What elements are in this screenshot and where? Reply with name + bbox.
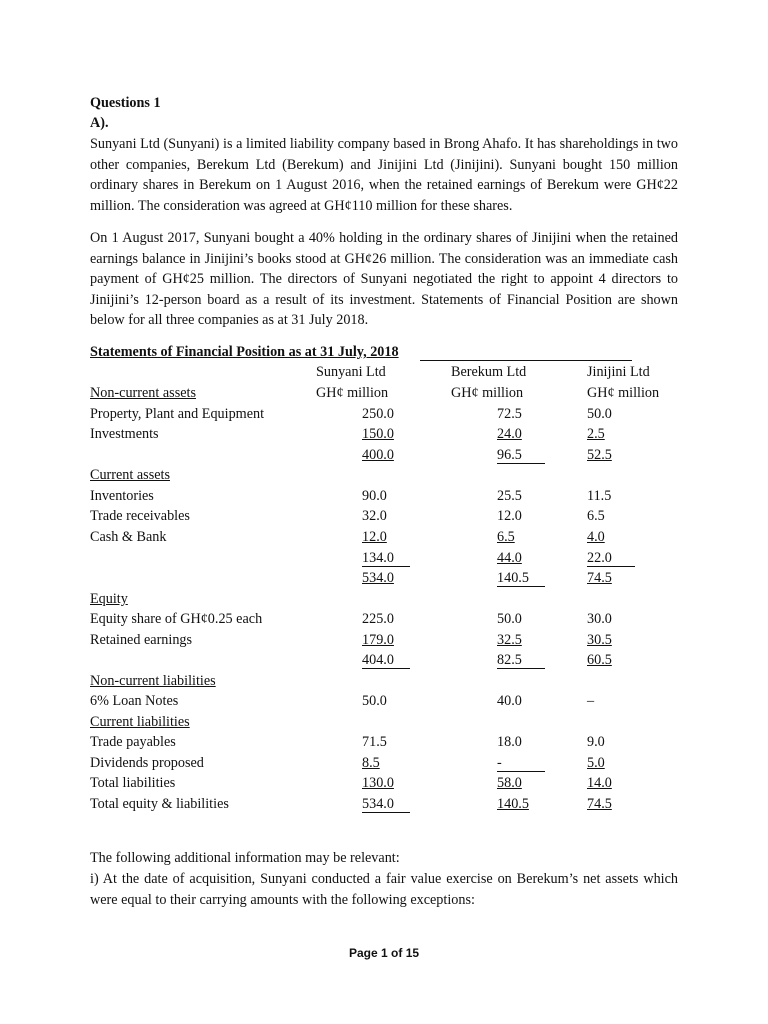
table-cell — [587, 693, 594, 710]
cell-jinijini: 5.0 — [587, 755, 605, 771]
cell-sunyani: 134.0 — [362, 550, 410, 567]
section-heading: Non-current liabilities — [90, 673, 216, 689]
paragraph-1: Sunyani Ltd (Sunyani) is a limited liability company based in Brong Ahafo. It has shareholdings in two other companies, Berekum Ltd (Berekum) and Jinijini Ltd (Jinijini). Sunyani bought 150 million ordinary shares in Berekum on 1 August 2016, when the retained earnings of Berekum were GH¢22 million. The consideration was agreed at GH¢110 million for these shares. — [90, 136, 678, 214]
table-row — [90, 570, 650, 590]
cell-berekum: 96.5 — [497, 447, 545, 464]
table-cell — [497, 693, 522, 710]
cell-jinijini: 2.5 — [587, 426, 605, 442]
cell-jinijini: 60.5 — [587, 652, 612, 668]
cell-berekum: 82.5 — [497, 652, 545, 669]
cell-sunyani: 404.0 — [362, 652, 410, 669]
table-cell — [362, 755, 380, 772]
table-cell — [497, 426, 522, 443]
cell-sunyani: 71.5 — [362, 734, 387, 750]
cell-berekum: 58.0 — [497, 775, 522, 791]
table-row — [90, 611, 650, 631]
row-label: 6% Loan Notes — [90, 693, 179, 709]
section-heading: Current liabilities — [90, 714, 190, 730]
table-cell — [587, 550, 635, 567]
row-label: Inventories — [90, 488, 154, 504]
table-cell — [587, 488, 611, 505]
cell-berekum: - — [497, 755, 545, 772]
table-cell — [587, 426, 605, 443]
table-cell — [362, 508, 387, 525]
table-cell — [362, 488, 387, 505]
table-row — [90, 652, 650, 672]
table-cell — [362, 426, 394, 443]
table-cell — [497, 755, 545, 772]
section-heading: Current assets — [90, 467, 170, 483]
cell-sunyani: 150.0 — [362, 426, 394, 442]
cell-jinijini: 9.0 — [587, 734, 605, 750]
unit-sunyani: GH¢ million — [316, 385, 389, 401]
table-cell — [497, 447, 545, 464]
table-cell — [362, 734, 387, 751]
row-label: Total equity & liabilities — [90, 796, 229, 812]
table-cell — [587, 447, 612, 464]
table-row — [90, 467, 650, 487]
table-cell — [587, 775, 612, 792]
table-cell — [497, 775, 522, 792]
cell-jinijini: 30.0 — [587, 611, 612, 627]
cell-jinijini: 6.5 — [587, 508, 605, 524]
table-row — [90, 632, 650, 652]
footer-total-pages: 15 — [405, 946, 420, 960]
table-title: Statements of Financial Position as at 31 July, 2018 — [90, 344, 399, 360]
table-cell — [497, 488, 522, 505]
table-row — [90, 447, 650, 467]
table-row — [90, 693, 650, 713]
section-noncurrent-assets: Non-current assets — [90, 385, 196, 401]
table-row — [90, 508, 650, 528]
table-cell — [497, 734, 522, 751]
table-cell — [497, 796, 529, 813]
table-cell — [362, 529, 387, 546]
unit-berekum: GH¢ million — [451, 385, 524, 401]
cell-sunyani: 400.0 — [362, 447, 394, 463]
section-heading: Equity — [90, 591, 128, 607]
cell-sunyani: 90.0 — [362, 488, 387, 504]
cell-sunyani: 130.0 — [362, 775, 394, 791]
additional-item-1: i) At the date of acquisition, Sunyani conducted a fair value exercise on Berekum’s net assets which were equal to their carrying amounts with the following exceptions: — [90, 871, 678, 908]
cell-berekum: 12.0 — [497, 508, 522, 524]
table-row — [90, 529, 650, 549]
additional-intro: The following additional information may be relevant: — [90, 850, 400, 866]
cell-berekum: 40.0 — [497, 693, 522, 709]
row-label: Trade payables — [90, 734, 176, 750]
cell-jinijini: 52.5 — [587, 447, 612, 463]
cell-sunyani: 534.0 — [362, 570, 394, 586]
table-cell — [587, 734, 605, 751]
row-label: Equity share of GH¢0.25 each — [90, 611, 263, 627]
paragraph-2: On 1 August 2017, Sunyani bought a 40% holding in the ordinary shares of Jinijini when the retained earnings balance in Jinijini’s books stood at GH¢26 million. The consideration was an immediate cash payment of GH¢25 million. The directors of Sunyani negotiated the right to appoint 4 directors to Jinijini’s 12-person board as a result of its investment. Statements of Financial Position are shown below for all three companies as at 31 July 2018. — [90, 230, 678, 329]
table-cell — [497, 406, 522, 423]
cell-berekum: 24.0 — [497, 426, 522, 442]
table-cell — [587, 508, 605, 525]
table-cell — [362, 406, 394, 423]
table-cell — [362, 796, 410, 813]
footer-current-page: 1 — [380, 946, 388, 960]
table-cell — [362, 611, 394, 628]
table-row — [90, 673, 650, 693]
row-label: Property, Plant and Equipment — [90, 406, 265, 422]
question-title: Questions 1 — [90, 95, 161, 111]
table-row — [90, 775, 650, 795]
row-label: Trade receivables — [90, 508, 190, 524]
cell-jinijini: 14.0 — [587, 775, 612, 791]
table-cell — [362, 775, 394, 792]
row-label: Investments — [90, 426, 159, 442]
table-row — [90, 714, 650, 734]
cell-sunyani: 179.0 — [362, 632, 394, 648]
table-row — [90, 426, 650, 446]
cell-sunyani: 225.0 — [362, 611, 394, 627]
cell-jinijini: 30.5 — [587, 632, 612, 648]
table-cell — [497, 611, 522, 628]
table-cell — [362, 447, 394, 464]
table-row — [90, 550, 650, 570]
cell-sunyani: 250.0 — [362, 406, 394, 422]
cell-sunyani: 12.0 — [362, 529, 387, 545]
table-cell — [587, 570, 612, 587]
cell-berekum: 140.5 — [497, 796, 529, 812]
cell-jinijini: 22.0 — [587, 550, 635, 567]
cell-jinijini: 50.0 — [587, 406, 612, 422]
table-cell — [497, 570, 545, 587]
table-cell — [497, 550, 522, 567]
cell-sunyani: 534.0 — [362, 796, 410, 813]
footer-of: of — [391, 946, 403, 960]
table-row — [90, 796, 650, 816]
cell-sunyani: 50.0 — [362, 693, 387, 709]
cell-sunyani: 32.0 — [362, 508, 387, 524]
table-cell — [587, 529, 605, 546]
question-part: A). — [90, 115, 109, 131]
table-row — [90, 488, 650, 508]
cell-jinijini: 4.0 — [587, 529, 605, 545]
table-row — [90, 755, 650, 775]
table-cell — [497, 529, 515, 546]
row-label: Cash & Bank — [90, 529, 167, 545]
cell-berekum: 50.0 — [497, 611, 522, 627]
cell-berekum: 140.5 — [497, 570, 545, 587]
table-cell — [587, 611, 612, 628]
cell-berekum: 72.5 — [497, 406, 522, 422]
table-header-companies — [90, 364, 650, 384]
title-rule — [420, 360, 632, 361]
table-cell — [587, 632, 612, 649]
cell-jinijini: – — [587, 693, 595, 709]
row-label: Dividends proposed — [90, 755, 204, 771]
table-cell — [362, 652, 410, 669]
cell-berekum: 6.5 — [497, 529, 515, 545]
col-header-jinijini: Jinijini Ltd — [587, 364, 650, 380]
table-cell — [362, 570, 394, 587]
table-row — [90, 406, 650, 426]
table-row — [90, 734, 650, 754]
cell-jinijini: 74.5 — [587, 796, 612, 812]
cell-sunyani: 8.5 — [362, 755, 380, 771]
table-cell — [587, 406, 612, 423]
table-cell — [362, 550, 410, 567]
cell-berekum: 18.0 — [497, 734, 522, 750]
table-cell — [587, 796, 612, 813]
table-cell — [587, 755, 605, 772]
table-cell — [497, 632, 522, 649]
table-cell — [497, 652, 545, 669]
cell-berekum: 25.5 — [497, 488, 522, 504]
table-cell — [362, 632, 394, 649]
cell-berekum: 44.0 — [497, 550, 522, 566]
table-row — [90, 591, 650, 611]
row-label: Total liabilities — [90, 775, 176, 791]
table-cell — [587, 652, 612, 669]
col-header-berekum: Berekum Ltd — [451, 364, 527, 380]
cell-berekum: 32.5 — [497, 632, 522, 648]
table-header-units — [90, 385, 660, 405]
unit-jinijini: GH¢ million — [587, 385, 660, 401]
footer-page-label: Page — [348, 946, 378, 960]
col-header-sunyani: Sunyani Ltd — [316, 364, 386, 380]
cell-jinijini: 11.5 — [587, 488, 612, 504]
table-cell — [497, 508, 522, 525]
cell-jinijini: 74.5 — [587, 570, 612, 586]
table-cell — [362, 693, 387, 710]
page-footer — [0, 946, 768, 960]
row-label: Retained earnings — [90, 632, 193, 648]
